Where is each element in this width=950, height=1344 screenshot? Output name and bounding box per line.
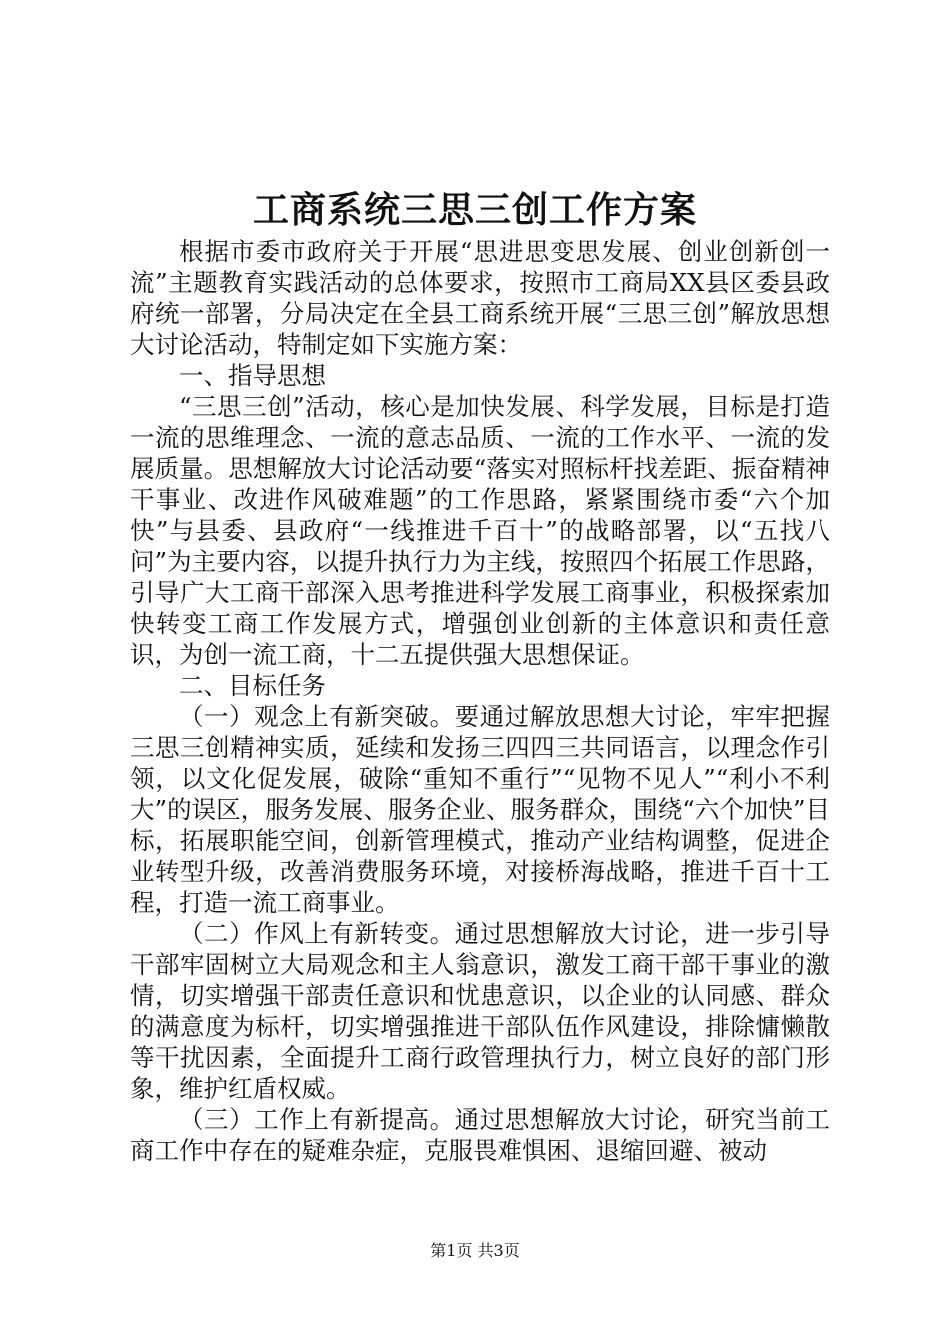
heading-guiding-thought: 一、指导思想 [179, 361, 326, 390]
document-title: 工商系统三思三创工作方案 [252, 189, 697, 231]
paragraph-goal-1: （一）观念上有新突破。要通过解放思想大讨论，牢牢把握三思三创精神实质，延续和发扬三四四三共同语言，以理念作引领，以文化促发展，破除“重知不重行”“见物不见人”“利小不利大”的误区，服务发展、服务企业、服务群众，围绕“六个加快”目标，拓展职能空间，创新管理模式，推动产业结构调整，促进企业转型升级，改善消费服务环境，对接桥海战略，推进千百十工程，打造一流工商事业。 [130, 702, 830, 917]
paragraph-intro: 根据市委市政府关于开展“思进思变思发展、创业创新创一流”主题教育实践活动的总体要求，按照市工商局XX县区委县政府统一部署，分局决定在全县工商系统开展“三思三创”解放思想大讨论活动，特制定如下实施方案： [130, 237, 830, 359]
document-body [130, 236, 830, 1166]
page-footer: 第1页 共3页 [430, 1241, 520, 1260]
paragraph-guiding-thought: “三思三创”活动，核心是加快发展、科学发展，目标是打造一流的思维理念、一流的意志品质、一流的工作水平、一流的发展质量。思想解放大讨论活动要“落实对照标杆找差距、振奋精神干事业、改进作风破难题”的工作思路，紧紧围绕市委“六个加快”与县委、县政府“一线推进千百十”的战略部署，以“五找八问”为主要内容，以提升执行力为主线，按照四个拓展工作思路，引导广大工商干部深入思考推进科学发展工商事业，积极探索加快转变工商工作发展方式，增强创业创新的主体意识和责任意识，为创一流工商，十二五提供强大思想保证。 [130, 392, 830, 669]
paragraph-goal-2: （二）作风上有新转变。通过思想解放大讨论，进一步引导干部牢固树立大局观念和主人翁意识，激发工商干部干事业的激情，切实增强干部责任意识和忧患意识，以企业的认同感、群众的满意度为标杆，切实增强推进干部队伍作风建设，排除慵懒散等干扰因素，全面提升工商行政管理执行力，树立良好的部门形象，维护红盾权威。 [130, 919, 830, 1103]
heading-goals-tasks: 二、目标任务 [179, 671, 326, 700]
paragraph-goal-3: （三）工作上有新提高。通过思想解放大讨论，研究当前工商工作中存在的疑难杂症，克服畏难惧困、退缩回避、被动 [130, 1105, 830, 1165]
